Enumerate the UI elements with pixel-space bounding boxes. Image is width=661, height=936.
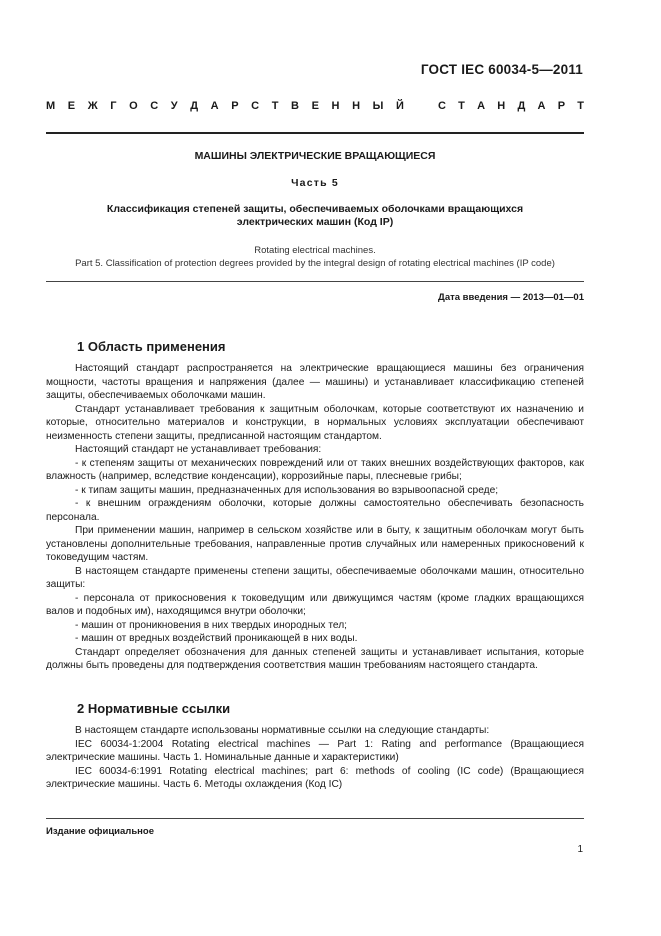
banner-letter: Н [497,100,506,112]
subtitle-line-1: Классификация степеней защиты, обеспечиваемых оболочками вращающихся [106,203,524,215]
title-rule [46,281,584,282]
english-title-line-2: Part 5. Classification of protection degrees provided by the integral design of rotating electrical machines (IP code) [75,258,555,269]
main-title: МАШИНЫ ЭЛЕКТРИЧЕСКИЕ ВРАЩАЮЩИЕСЯ [194,150,436,162]
banner-letter: С [251,100,260,112]
banner-letter: Р [557,100,566,112]
list-item: - к внешним ограждениям оболочки, которые должны самостоятельно обеспечивать безопасность персонала. [46,498,584,523]
banner-letter: С [150,100,159,112]
banner-letter: Т [577,100,584,112]
paragraph: IEC 60034-6:1991 Rotating electrical machines; part 6: methods of cooling (IC code) (Вращающиеся электрические машины. Часть 6. Методы охлаждения (Код IC) [46,765,584,790]
banner-letter: М [46,100,56,112]
banner-letter: Й [395,100,404,112]
list-item: - персонала от прикосновения к токоведущим или движущимся частям (кроме гладких вращающихся валов и подобных им), находящимся внутри оболочки; [46,592,584,617]
banner-letter: О [129,100,138,112]
banner-letter: А [210,100,219,112]
paragraph: IEC 60034-1:2004 Rotating electrical machines — Part 1: Rating and performance (Вращающиеся электрические машины. Часть 1. Номинальные данные и характеристики) [46,738,584,763]
banner-letter: А [537,100,546,112]
section-2-body [46,724,584,792]
edition-label: Издание официальное [46,826,154,837]
paragraph: Стандарт устанавливает требования к защитным оболочкам, которые соответствуют их назначению и которые, относительно материалов и конструкции, в нормальных условиях эксплуатации обеспечивают неизменность степени защиты, предписанной настоящим стандартом. [46,403,584,442]
banner-letter: Д [190,100,199,112]
part-title: Часть 5 [291,177,339,189]
banner-letter: В [291,100,299,112]
page-number: 1 [577,844,583,855]
section-1-body [46,362,584,673]
banner-letter: Г [110,100,117,112]
interstate-word-2 [438,100,584,112]
paragraph: В настоящем стандарте использованы нормативные ссылки на следующие стандарты: [75,725,490,736]
document-code: ГОСТ IEC 60034-5—2011 [420,62,583,77]
subtitle [46,203,584,229]
banner-letter: Н [331,100,340,112]
banner-letter: Ж [87,100,98,112]
banner-letter: Ы [372,100,384,112]
paragraph: Настоящий стандарт не устанавливает требования: [75,444,322,455]
banner-letter: Н [352,100,361,112]
list-item: - к типам защиты машин, предназначенных для использования во взрывоопасной среде; [75,484,499,496]
introduction-date: Дата введения — 2013—01—01 [438,292,584,303]
banner-letter: Е [67,100,76,112]
banner-letter: Р [231,100,239,112]
banner-letter: Д [517,100,526,112]
paragraph: При применении машин, например в сельском хозяйстве или в быту, к защитным оболочкам могут быть установлены дополнительные требования, направленные против случайных или намеренных прикосновений к токоведущим частям. [46,525,584,563]
banner-letter: Т [271,100,279,112]
header-rule [46,132,584,134]
list-item: - к степеням защиты от механических повреждений или от таких внешних воздействующих факторов, как влажность (например, вследствие конденсации), коррозийные пары, плесневые грибы; [46,457,584,482]
banner-letter: Е [311,100,319,112]
paragraph: Стандарт определяет обозначения для данных степеней защиты и устанавливает испытания, которые должны быть проведены для подтверждения соответствия машин требованиям настоящего стандарта. [46,646,584,671]
paragraph: Настоящий стандарт распространяется на электрические вращающиеся машины без ограничения мощности, частоты вращения и напряжения (далее — машины) и устанавливает классификацию степеней защиты, обеспечиваемых оболочками машин. [46,363,584,401]
footer-rule [46,818,584,819]
section-1-heading: 1 Область применения [77,339,226,354]
banner-letter: Т [458,100,465,112]
interstate-standard-banner [46,100,584,112]
interstate-word-1 [46,100,404,112]
paragraph: В настоящем стандарте применены степени защиты, обеспечиваемые оболочками машин, относительно защиты: [46,565,584,590]
banner-letter: А [477,100,486,112]
section-2-heading: 2 Нормативные ссылки [77,701,231,716]
list-item: - машин от проникновения в них твердых инородных тел; [75,619,347,631]
banner-letter: У [170,100,178,112]
subtitle-line-2: электрических машин (Код IP) [236,216,394,228]
english-title-line-1: Rotating electrical machines. [254,245,376,256]
list-item: - машин от вредных воздействий проникающей в них воды. [75,633,358,644]
english-title [46,244,584,270]
banner-letter: С [438,100,446,112]
